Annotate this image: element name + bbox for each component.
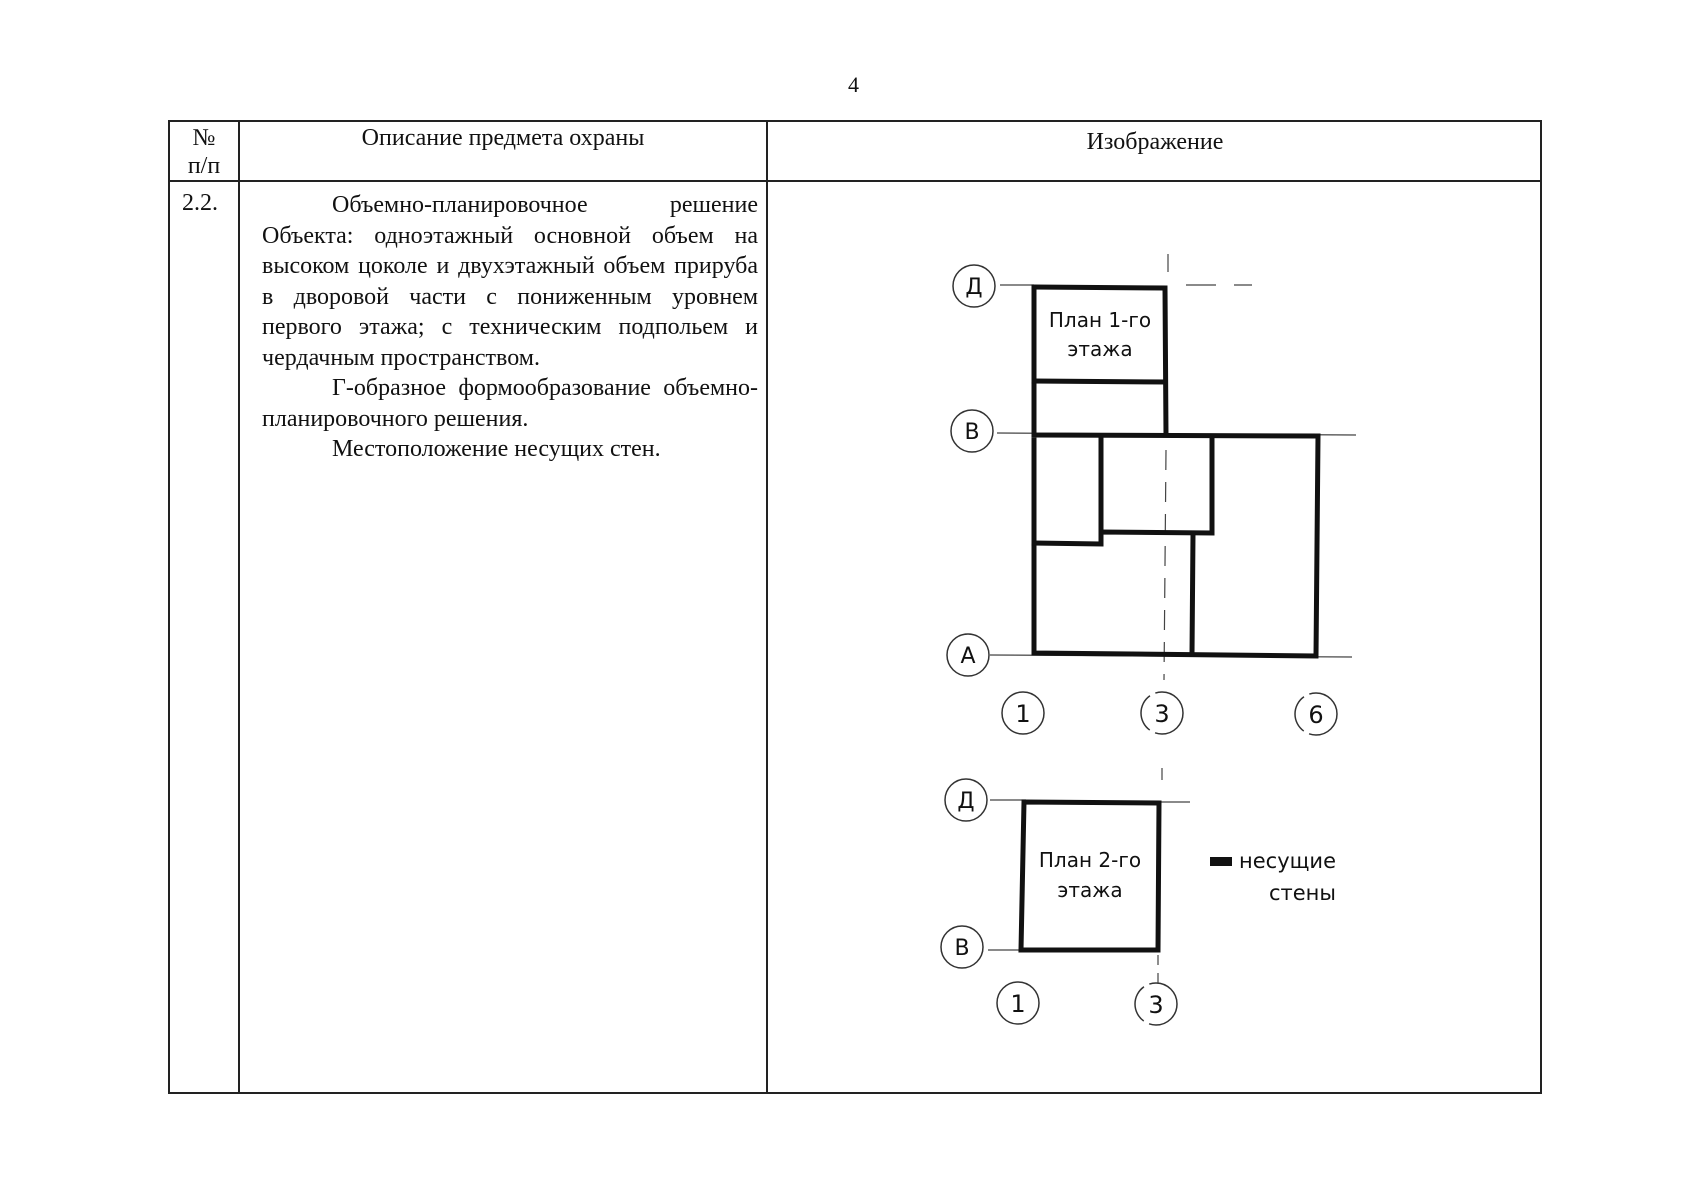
plan-2-axis-1-label: 1: [1010, 990, 1026, 1018]
plan-2-label-line2: этажа: [1057, 878, 1123, 902]
plan-2-label-line1: План 2-го: [1038, 848, 1142, 872]
plan-2-axis-bubble-3: [1135, 983, 1177, 1025]
legend-line2: стены: [1268, 881, 1336, 905]
plan-1-axis-v-label: В: [964, 420, 980, 445]
plan-2: [941, 768, 1190, 1025]
legend: [1210, 849, 1336, 905]
description-paragraph-1: Объемно-планировочное решение Объекта: одноэтажный основной объем на высоком цоколе и двухэтажный объем прируба в дворовой части с пониженным уровнем первого этажа; с техническим подпольем и чердачным пространством.: [262, 192, 758, 371]
header-image: Изображение: [1086, 129, 1224, 155]
row-number: 2.2.: [182, 190, 218, 216]
description-paragraph-2: Г-образное формообразование объемно-планировочного решения.: [262, 375, 758, 432]
plan-2-axis-bubble-1: [997, 982, 1039, 1024]
plan-2-axis-bubble-v: [941, 926, 983, 968]
plan-2-axis-3-label: 3: [1148, 991, 1164, 1019]
plan-2-axis-bubble-d: [945, 779, 987, 821]
plan-2-axis-d-label: Д: [957, 789, 975, 814]
plan-1-label-line1: План 1-го: [1048, 308, 1152, 332]
plan-2-walls: [1021, 802, 1159, 950]
plan-1-axis-d-label: Д: [965, 275, 983, 300]
plan-1-axis-bubble-a: [947, 634, 989, 676]
plan-1-axis-lines: [990, 254, 1356, 680]
plan-1-axis-bubble-1: [1002, 692, 1044, 734]
legend-line1: - несущие: [1224, 849, 1336, 873]
plan-1-axis-bubble-6: [1295, 693, 1337, 735]
plan-1-axis-bubble-d: [953, 265, 995, 307]
plan-2-axis-v-label: В: [954, 936, 970, 961]
description-paragraph-3: Местоположение несущих стен.: [332, 436, 661, 462]
plan-1-axis-bubble-3: [1141, 692, 1183, 734]
header-num-symbol: №: [192, 125, 216, 151]
plan-1-axis-1-label: 1: [1015, 700, 1031, 728]
plan-1-label-line2: этажа: [1067, 337, 1133, 361]
plan-1-axis-bubble-v: [951, 410, 993, 452]
plan-1: [947, 254, 1356, 735]
plan-1-axis-6-label: 6: [1308, 701, 1324, 729]
page-number: 4: [848, 72, 859, 97]
plan-1-axis-a-label: А: [960, 644, 976, 669]
header-description: Описание предмета охраны: [361, 125, 645, 151]
plan-1-axis-3-label: 3: [1154, 700, 1170, 728]
header-num-abbrev: п/п: [187, 153, 221, 179]
